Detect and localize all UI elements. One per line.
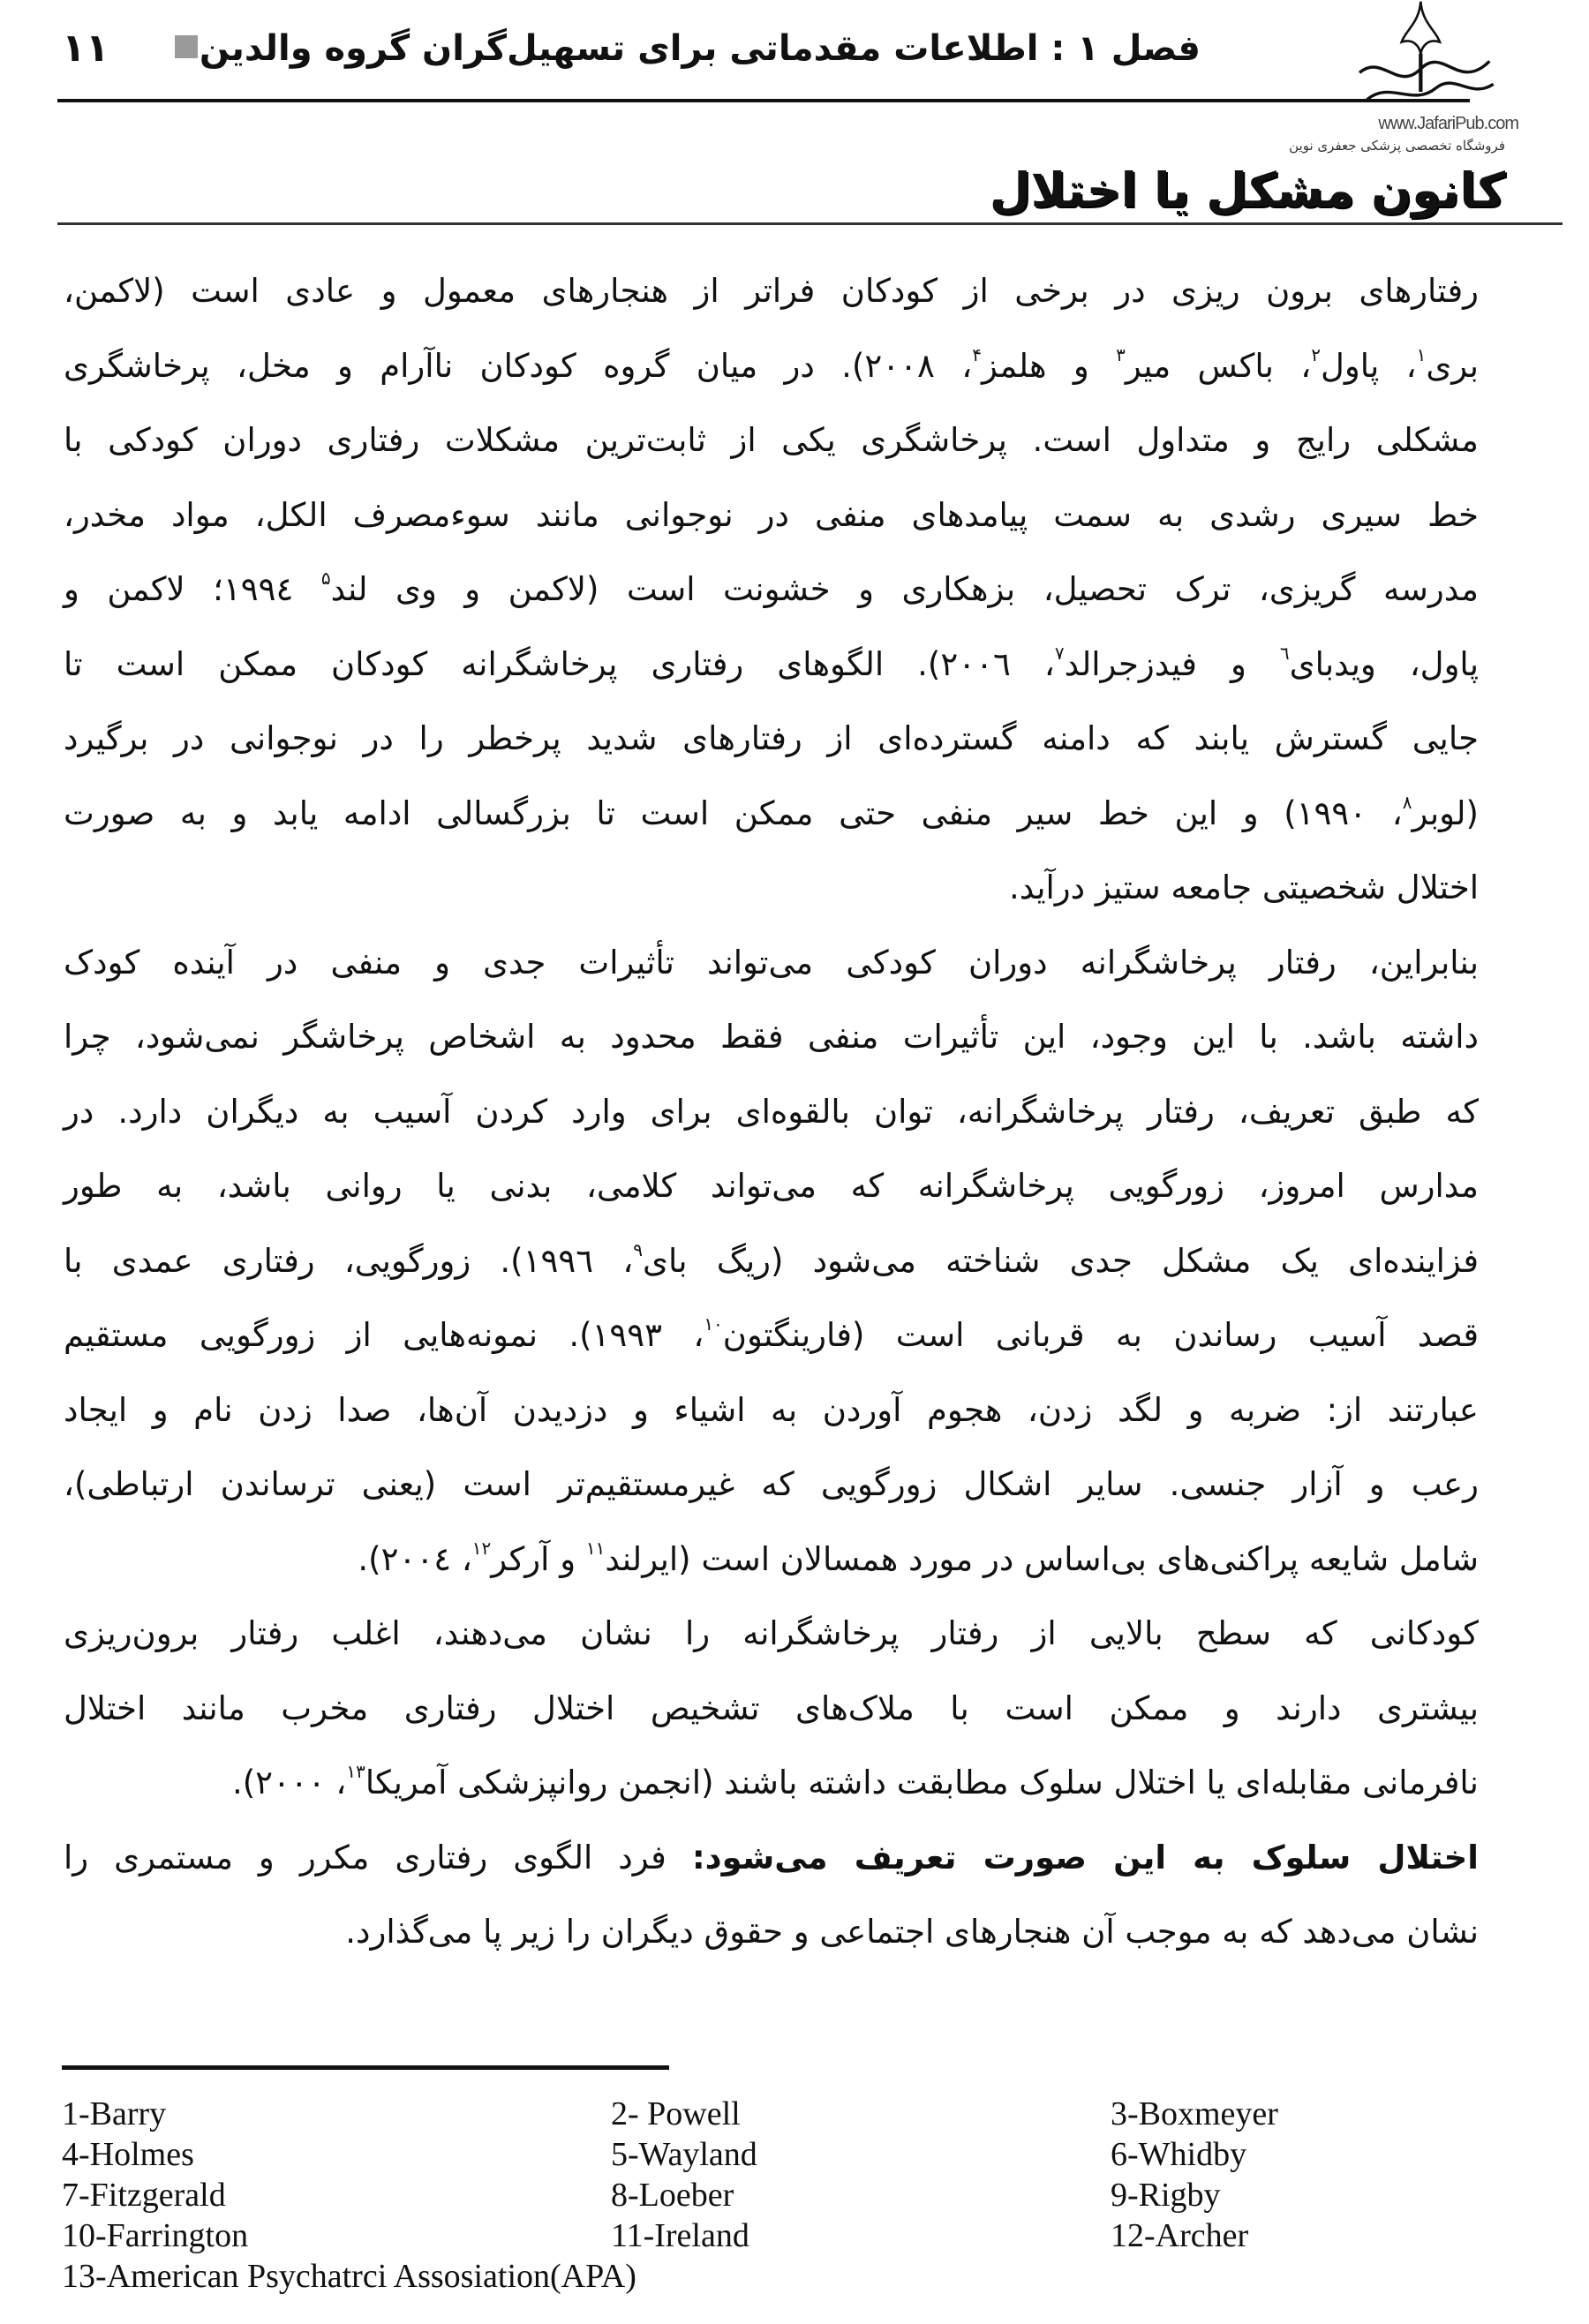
footnote-marker: ۵ — [320, 568, 331, 589]
text-segment: رعب و آزار جنسی. سایر اشکال زورگویی که غیرمستقیم‌تر است (یعنی ترساندن ارتباطی)، — [64, 1465, 1479, 1503]
text-segment: ، ۲۰۰٦). الگوهای رفتاری پرخاشگرانه کودکان ممکن است تا — [64, 644, 1055, 683]
body-text — [64, 254, 1479, 1970]
text-segment: ، ۱۹۹۰) و این خط سیر منفی حتی ممکن است تا بزرگسالی ادامه یابد و به صورت — [64, 793, 1403, 832]
text-line — [64, 254, 1479, 329]
text-segment: نشان می‌دهد که به موجب آن هنجارهای اجتماعی و حقوق دیگران را زیر پا می‌گذارد. — [345, 1913, 1479, 1951]
bold-term: اختلال سلوک به این صورت تعریف می‌شود: — [691, 1838, 1479, 1876]
text-segment: شامل شایعه پراکنی‌های بی‌اساس در مورد همسالان است (ایرلند — [605, 1539, 1479, 1578]
text-segment: ، ۲۰۰۰). — [231, 1764, 347, 1801]
text-segment: فرد الگوی رفتاری مکرر و مستمری را — [64, 1838, 692, 1876]
footnote-item: 6-Whidby — [1111, 2136, 1247, 2173]
page-number: ۱۱ — [62, 26, 109, 71]
text-line — [64, 553, 1479, 628]
footnote-row — [62, 2134, 1563, 2175]
footnote-marker: ۱۰ — [704, 1313, 723, 1335]
footnote-marker: ٦ — [1279, 642, 1290, 664]
text-segment: داشته باشد. با این وجود، این تأثیرات منفی فقط محدود به اشخاص پرخاشگر نمی‌شود، چرا — [64, 1018, 1479, 1056]
text-segment: ، ۲۰۰٤). — [358, 1539, 472, 1578]
footnote-marker: ۱ — [1416, 343, 1427, 365]
text-segment: بری — [1426, 346, 1479, 385]
text-segment: ، ۲۰۰۸). در میان گروه کودکان ناآرام و مخل، پرخاشگری — [64, 346, 973, 385]
text-line — [64, 628, 1479, 703]
text-line — [64, 1149, 1479, 1224]
text-line — [64, 1523, 1479, 1598]
text-segment: و فیدزجرالد — [1064, 644, 1280, 683]
text-line — [64, 851, 1479, 926]
text-segment: (لوبر — [1412, 793, 1479, 832]
footnote-marker: ۱۱ — [585, 1537, 606, 1559]
text-line — [64, 1298, 1479, 1373]
text-segment: مدرسه گریزی، ترک تحصیل، بزهکاری و خشونت است (لاکمن و وی لند — [330, 570, 1479, 608]
text-line — [64, 1895, 1479, 1970]
text-line — [64, 329, 1479, 404]
footnote-item: 5-Wayland — [611, 2136, 757, 2173]
text-segment: مدارس امروز، زورگویی پرخاشگرانه که می‌تواند کلامی، بدنی یا روانی باشد، به طور — [64, 1167, 1479, 1205]
footnote-marker: ۱۲ — [471, 1537, 492, 1559]
footnote-item: 7-Fitzgerald — [62, 2177, 226, 2214]
footnote-marker: ۴ — [972, 343, 982, 365]
text-line — [64, 1000, 1479, 1075]
section-title: کانون مشکل یا اختلال — [989, 162, 1505, 218]
text-line — [64, 1597, 1479, 1672]
text-line — [64, 1373, 1479, 1448]
text-segment: خط سیری رشدی به سمت پیامدهای منفی در نوجوانی مانند سوءمصرف الکل، مواد مخدر، — [64, 495, 1479, 534]
text-line — [64, 1821, 1479, 1896]
text-segment: اختلال شخصیتی جامعه ستیز درآید. — [1009, 869, 1479, 906]
text-line — [64, 403, 1479, 478]
footnote-row — [62, 2094, 1563, 2134]
text-line — [64, 777, 1479, 852]
title-rule — [57, 222, 1563, 225]
text-segment: عبارتند از: ضربه و لگد زدن، هجوم آوردن به اشیاء و دزدیدن آن‌ها، صدا زدن نام و ایجاد — [64, 1390, 1479, 1429]
footnote-marker: ۲ — [1311, 343, 1321, 365]
footnote-row — [62, 2256, 1563, 2297]
text-segment: جایی گسترش یابند که دامنه گسترده‌ای از رفتارهای شدید پرخطر را در نوجوانی در برگیرد — [64, 719, 1479, 757]
footnote-marker: ۹ — [633, 1238, 644, 1260]
text-segment: و آرکر — [491, 1539, 586, 1578]
text-segment: بیشتری دارند و ممکن است با ملاک‌های تشخیص اختلال رفتاری مخرب مانند اختلال — [64, 1688, 1479, 1727]
footnote-marker: ۱۳ — [346, 1761, 365, 1782]
text-segment: ، باکس میر — [1125, 346, 1312, 385]
text-line — [64, 1672, 1479, 1747]
text-segment: ، ۱۹۹٦). زورگویی، رفتاری عمدی با — [64, 1241, 634, 1280]
footnote-item: 4-Holmes — [62, 2136, 194, 2173]
footnote-marker: ۸ — [1402, 791, 1412, 813]
text-segment: نافرمانی مقابله‌ای یا اختلال سلوک مطابقت داشته باشند (انجمن روانپزشکی آمریکا — [365, 1764, 1479, 1801]
footnotes — [62, 2094, 1563, 2297]
header-square-ornament — [175, 35, 198, 58]
footnote-item: 8-Loeber — [611, 2177, 734, 2214]
footnote-item: 10-Farrington — [62, 2217, 249, 2254]
footnote-marker: ۳ — [1116, 343, 1126, 365]
running-head: فصل ۱ : اطلاعات مقدماتی برای تسهیل‌گران گروه والدین — [199, 28, 1201, 69]
footnote-item: 13-American Psychatrci Assosiation(APA) — [62, 2258, 636, 2295]
text-segment: فزاینده‌ای یک مشکل جدی شناخته می‌شود (ریگ بای — [643, 1241, 1480, 1280]
footnote-item: 1-Barry — [62, 2095, 167, 2132]
text-line — [64, 1075, 1479, 1150]
footnote-marker: ۷ — [1054, 642, 1065, 664]
text-segment: ۱۹۹٤؛ لاکمن و — [64, 570, 321, 608]
header-rule — [57, 99, 1470, 102]
footnote-item: 9-Rigby — [1111, 2177, 1221, 2214]
logo-url: www.JafariPub.com — [1378, 114, 1518, 133]
footnote-row — [62, 2175, 1563, 2215]
text-line — [64, 1746, 1479, 1821]
text-segment: مشکلی رایج و متداول است. پرخاشگری یکی از ثابت‌ترین مشکلات رفتاری دوران کودکی با — [64, 421, 1479, 459]
footnote-item: 3-Boxmeyer — [1111, 2095, 1278, 2132]
text-line — [64, 702, 1479, 777]
text-segment: و هلمز — [981, 346, 1117, 385]
footnote-item: 12-Archer — [1111, 2217, 1249, 2254]
logo-subtitle: فروشگاه تخصصی پزشکی جعفری نوین — [1289, 138, 1505, 154]
text-line — [64, 478, 1479, 553]
text-line — [64, 1224, 1479, 1299]
text-segment: ، ۱۹۹۳). نمونه‌هایی از زورگویی مستقیم — [64, 1316, 704, 1354]
footnote-item: 2- Powell — [611, 2095, 741, 2132]
text-segment: ، پاول — [1320, 346, 1417, 385]
footnote-rule — [62, 2065, 669, 2070]
text-segment: کودکانی که سطح بالایی از رفتار پرخاشگرانه را نشان می‌دهند، اغلب رفتار برون‌ریزی — [64, 1614, 1479, 1652]
text-segment: پاول، ویدبای — [1289, 644, 1480, 683]
text-segment: که طبق تعریف، رفتار پرخاشگرانه، توان بالقوه‌ای برای وارد کردن آسیب به دیگران دارد. در — [64, 1092, 1479, 1131]
text-line — [64, 1448, 1479, 1523]
text-segment: رفتارهای برون ریزی در برخی از کودکان فراتر از هنجارهای معمول و عادی است (لاکمن، — [64, 272, 1479, 310]
publisher-logo-icon — [1315, 0, 1518, 115]
footnote-item: 11-Ireland — [611, 2217, 749, 2254]
text-line — [64, 926, 1479, 1001]
footnote-row — [62, 2215, 1563, 2256]
text-segment: بنابراین، رفتار پرخاشگرانه دوران کودکی می‌تواند تأثیرات جدی و منفی در آینده کودک — [64, 943, 1479, 981]
text-segment: قصد آسیب رساندن به قربانی است (فارینگتون — [722, 1316, 1480, 1354]
